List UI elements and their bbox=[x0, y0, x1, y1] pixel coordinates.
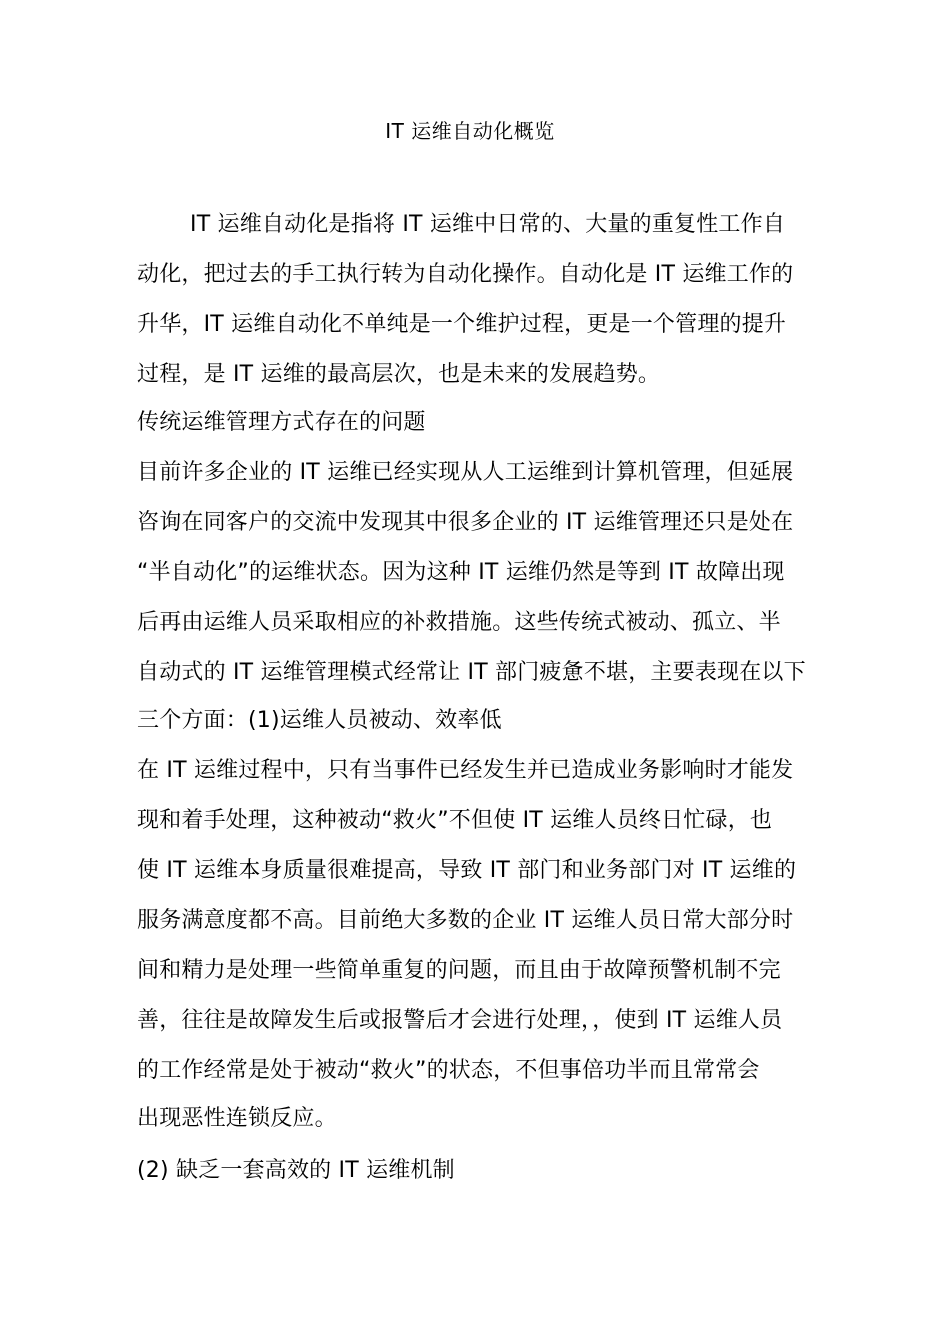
paragraph-line: “半自动化”的运维状态。因为这种 IT 运维仍然是等到 IT 故障出现 bbox=[137, 560, 785, 585]
paragraph-line: 动化，把过去的手工执行转为自动化操作。自动化是 IT 运维工作的 bbox=[137, 262, 794, 287]
paragraph-line: 现和着手处理，这种被动“救火”不但使 IT 运维人员终日忙碌，也 bbox=[137, 808, 773, 833]
paragraph-line: 在 IT 运维过程中，只有当事件已经发生并已造成业务影响时才能发 bbox=[137, 758, 794, 783]
paragraph-line: 过程，是 IT 运维的最高层次，也是未来的发展趋势。 bbox=[137, 362, 661, 387]
paragraph-line: 的工作经常是处于被动“救火”的状态，不但事倍功半而且常常会 bbox=[137, 1058, 760, 1083]
paragraph-line: 自动式的 IT 运维管理模式经常让 IT 部门疲惫不堪，主要表现在以下 bbox=[137, 660, 806, 685]
paragraph-line: 出现恶性连锁反应。 bbox=[137, 1106, 337, 1131]
paragraph-line: 三个方面：(1)运维人员被动、效率低 bbox=[137, 708, 502, 733]
paragraph-line: 善，往往是故障发生后或报警后才会进行处理，，使到 IT 运维人员 bbox=[137, 1008, 783, 1033]
paragraph-line: 咨询在同客户的交流中发现其中很多企业的 IT 运维管理还只是处在 bbox=[137, 510, 794, 535]
paragraph-line: 使 IT 运维本身质量很难提高，导致 IT 部门和业务部门对 IT 运维的 bbox=[137, 858, 797, 883]
paragraph-line: IT 运维自动化是指将 IT 运维中日常的、大量的重复性工作自 bbox=[190, 212, 786, 237]
paragraph-line: 升华，IT 运维自动化不单纯是一个维护过程，更是一个管理的提升 bbox=[137, 312, 787, 337]
paragraph-line: 后再由运维人员采取相应的补救措施。这些传统式被动、孤立、半 bbox=[137, 610, 781, 635]
paragraph-line: 服务满意度都不高。目前绝大多数的企业 IT 运维人员日常大部分时 bbox=[137, 908, 794, 933]
section-heading: 传统运维管理方式存在的问题 bbox=[137, 410, 426, 435]
paragraph-line: 间和精力是处理一些简单重复的问题，而且由于故障预警机制不完 bbox=[137, 958, 781, 983]
document-title: IT 运维自动化概览 bbox=[385, 119, 555, 143]
section-heading: (2) 缺乏一套高效的 IT 运维机制 bbox=[137, 1158, 455, 1183]
paragraph-line: 目前许多企业的 IT 运维已经实现从人工运维到计算机管理，但延展 bbox=[137, 460, 794, 485]
